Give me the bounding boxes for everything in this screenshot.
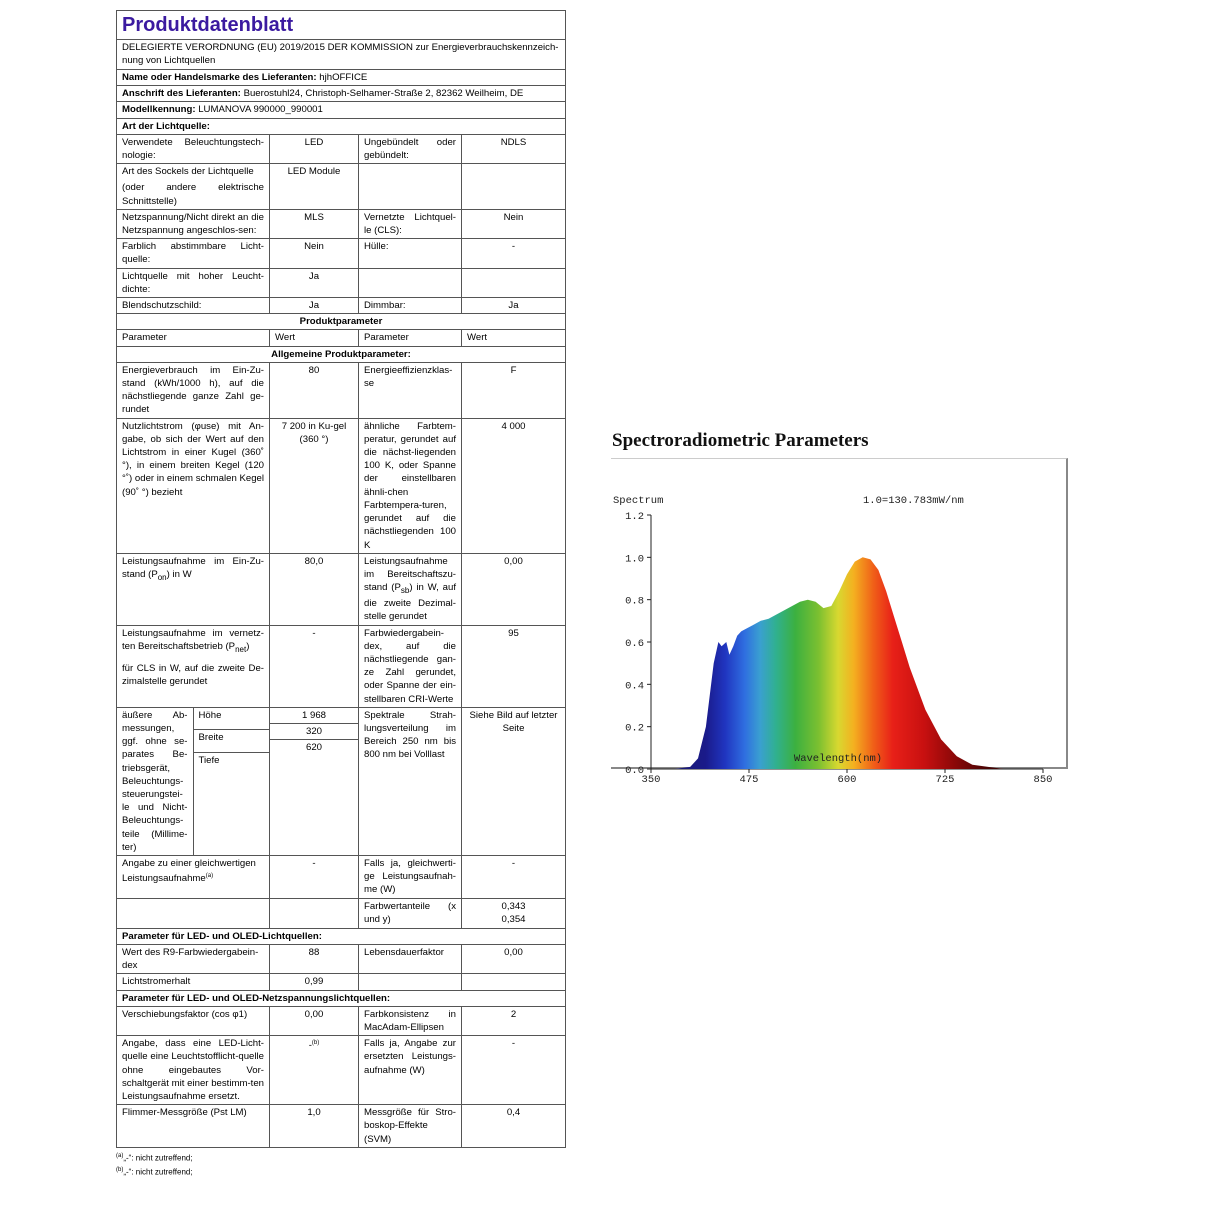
displacement-factor-label: Verschiebungsfaktor (cos φ1) — [117, 1006, 270, 1035]
model-id: LUMANOVA 990000_990001 — [198, 104, 323, 116]
directional-label: Ungebündelt oder gebündelt: — [359, 134, 462, 163]
empty-cell — [270, 898, 359, 928]
y-tick-label: 0.4 — [625, 680, 644, 693]
flicker-value: 1,0 — [270, 1105, 359, 1148]
equivalent-power-w-label: Falls ja, gleichwerti-ge Leistungsaufnah-me (W) — [359, 856, 462, 899]
regulation-text: DELEGIERTE VERORDNUNG (EU) 2019/2015 DER KOMMISSION zur Energieverbrauchskennzeich-nung von Lichtquellen — [117, 40, 566, 70]
chromaticity-x: 0,343 — [501, 900, 526, 912]
footnote-b — [116, 1164, 565, 1179]
empty-cell — [117, 898, 270, 928]
y-tick-label: 0.2 — [625, 722, 644, 735]
y-tick-label: 1.2 — [625, 511, 644, 523]
x-tick-label: 600 — [837, 774, 857, 786]
replacement-label: Angabe, dass eine LED-Licht-quelle eine Leuchtstofflicht-quelle ohne eingebautes Vor-schaltgerät mit einer bestimm-ten Leistungsaufnahme ersetzt. — [117, 1036, 270, 1105]
anti-glare-label: Blendschutzschild: — [117, 298, 270, 314]
width-value: 320 — [270, 724, 358, 740]
replacement-dash: - — [308, 1040, 312, 1052]
lumen-maintenance-value: 0,99 — [270, 974, 359, 990]
equivalent-power-text: Angabe zu einer gleichwertigen Leistungsaufnahme — [122, 858, 256, 885]
product-data-sheet — [116, 10, 565, 1179]
width-label: Breite — [193, 730, 269, 753]
supplier-name-row — [117, 70, 566, 86]
flicker-label: Flimmer-Messgröße (Pst LM) — [117, 1105, 270, 1148]
mains-label: Netzspannung/Nicht direkt an die Netzspannung angeschlos-sen: — [117, 209, 270, 238]
survival-factor-value: 0,00 — [462, 944, 566, 973]
cap-type-label — [117, 164, 270, 210]
dimensions-cell — [117, 707, 270, 855]
on-mode-power-unit: ) in W — [166, 568, 192, 580]
standby-power-value: 0,00 — [462, 553, 566, 625]
footnote-a-mark: (a) — [116, 1152, 124, 1159]
column-header-parameter: Parameter — [359, 330, 462, 346]
footnote-b-ref: (b) — [311, 1040, 320, 1047]
energy-class-value: F — [462, 362, 566, 418]
technology-value: LED — [270, 134, 359, 163]
networked-standby-label — [117, 625, 270, 707]
lumen-maintenance-label: Lichtstromerhalt — [117, 974, 270, 990]
depth-value: 620 — [305, 742, 322, 754]
cct-label: ähnliche Farbtem-peratur, gerundet auf die nächst-liegenden 100 K, oder Spanne der einstellbaren ähnli-chen Farbtempera-turen, gerundet auf die nächstliegenden 100 K — [359, 418, 462, 553]
cct-value: 4 000 — [462, 418, 566, 553]
y-tick-label: 0.6 — [625, 638, 644, 650]
led-mains-params-heading: Parameter für LED- und OLED-Netzspannungslichtquellen: — [117, 990, 566, 1006]
empty-cell — [359, 974, 462, 990]
spectrum-area — [651, 557, 1043, 769]
footnote-a — [116, 1150, 565, 1165]
anti-glare-value: Ja — [270, 298, 359, 314]
on-mode-power-text: Leistungsaufnahme im Ein-Zu-stand (P — [122, 555, 264, 580]
x-axis-label: Wavelength(nm) — [793, 753, 883, 765]
energy-consumption-label: Energieverbrauch im Ein-Zu-stand (kWh/1000 h), auf die nächstliegende ganze Zahl ge-rundet — [117, 362, 270, 418]
sheet-title: Produktdatenblatt — [117, 11, 566, 40]
networked-standby-close: ) — [246, 640, 250, 652]
dimensions-table — [117, 708, 269, 855]
footnote-a-text: „-“: nicht zutreffend; — [123, 1153, 193, 1163]
supplier-address-row — [117, 86, 566, 102]
product-params-heading: Produktparameter — [117, 314, 566, 330]
cri-value: 95 — [462, 625, 566, 707]
colour-consistency-label: Farbkonsistenz in MacAdam-Ellipsen — [359, 1006, 462, 1035]
cap-type-label-line2: (oder andere elektrische Schnittstelle) — [122, 182, 264, 207]
spectroradiometric-panel — [608, 430, 1088, 786]
height-value: 1 968 — [270, 708, 358, 724]
column-header-value: Wert — [462, 330, 566, 346]
displacement-factor-value: 0,00 — [270, 1006, 359, 1035]
general-params-heading: Allgemeine Produktparameter: — [117, 346, 566, 362]
footnote-b-mark: (b) — [116, 1167, 124, 1174]
empty-cell — [359, 164, 462, 210]
depth-label: Tiefe — [198, 755, 220, 767]
spectrum-chart-frame — [611, 458, 1068, 786]
replacement-value — [270, 1036, 359, 1105]
standby-power-label — [359, 553, 462, 625]
y-tick-label: 0.0 — [625, 765, 644, 777]
supplier-name-label: Name oder Handelsmarke des Lieferanten: — [122, 72, 317, 83]
directional-value: NDLS — [462, 134, 566, 163]
led-params-heading: Parameter für LED- und OLED-Lichtquellen: — [117, 928, 566, 944]
chromaticity-y: 0,354 — [501, 913, 526, 925]
y-tick-label: 0.8 — [625, 595, 644, 608]
dimensions-label: äußere Ab-messungen, ggf. ohne se-parates Be-triebsgerät, Beleuchtungs-steuerungstei-le und Nicht-Beleuchtungs-teile (Millime-ter) — [117, 708, 193, 855]
high-luminance-label: Lichtquelle mit hoher Leucht-dichte: — [117, 268, 270, 297]
y-axis-label: Spectrum — [613, 495, 664, 507]
equivalent-power-w-value: - — [462, 856, 566, 899]
networked-standby-text: Leistungsaufnahme im vernetz-ten Bereitschaftsbetrieb (P — [122, 627, 264, 652]
scale-note: 1.0=130.783mW/nm — [863, 495, 964, 507]
high-luminance-value: Ja — [270, 268, 359, 297]
envelope-label: Hülle: — [359, 239, 462, 268]
energy-consumption-value: 80 — [270, 362, 359, 418]
energy-class-label: Energieeffizienzklas-se — [359, 362, 462, 418]
empty-cell — [462, 268, 566, 297]
spectrum-plot-layer — [625, 511, 1052, 786]
x-tick-label: 475 — [739, 774, 759, 786]
model-label: Modellkennung: — [122, 104, 196, 116]
supplier-name: hjhOFFICE — [319, 72, 368, 83]
connected-value: Nein — [462, 209, 566, 238]
replaced-power-value: - — [462, 1036, 566, 1105]
networked-standby-note: für CLS in W, auf die zweite De-zimalstelle gerundet — [122, 662, 264, 688]
colour-tunable-value: Nein — [270, 239, 359, 268]
dimensions-values-cell — [270, 707, 359, 855]
light-source-type-heading: Art der Lichtquelle: — [117, 118, 566, 134]
r9-value: 88 — [270, 944, 359, 973]
cap-type-value: LED Module — [270, 164, 359, 210]
height-label: Höhe — [193, 708, 269, 730]
chromaticity-values — [462, 898, 566, 928]
x-tick-label: 725 — [935, 774, 955, 786]
stroboscopic-label: Messgröße für Stro-boskop-Effekte (SVM) — [359, 1105, 462, 1148]
technology-label: Verwendete Beleuchtungstech-nologie: — [117, 134, 270, 163]
dimmable-label: Dimmbar: — [359, 298, 462, 314]
standby-subscript: sb — [400, 586, 410, 596]
model-row — [117, 102, 566, 118]
luminous-flux-value: 7 200 in Ku-gel (360 °) — [270, 418, 359, 553]
networked-standby-subscript: net — [235, 644, 247, 654]
empty-cell — [462, 974, 566, 990]
spectral-distribution-value: Siehe Bild auf letzter Seite — [462, 707, 566, 855]
cri-label: Farbwiedergabein-dex, auf die nächstliegende gan-ze Zahl gerundet, oder Spanne der ein-stellbaren CRI-Werte — [359, 625, 462, 707]
x-tick-label: 350 — [641, 774, 661, 786]
standby-power-rest: ) in W, auf die zweite Dezimal-stelle gerundet — [364, 582, 456, 623]
on-mode-power-value: 80,0 — [270, 553, 359, 625]
column-header-value: Wert — [270, 330, 359, 346]
networked-standby-value: - — [270, 625, 359, 707]
spectral-distribution-label: Spektrale Strah-lungsverteilung im Bereich 250 nm bis 800 nm bei Volllast — [359, 707, 462, 855]
on-mode-subscript: on — [157, 572, 167, 582]
spectrum-chart — [611, 459, 1064, 786]
equivalent-power-label — [117, 856, 270, 899]
connected-label: Vernetzte Lichtquel-le (CLS): — [359, 209, 462, 238]
supplier-address-label: Anschrift des Lieferanten: — [122, 88, 241, 100]
spectro-title: Spectroradiometric Parameters — [612, 430, 869, 451]
colour-tunable-label: Farblich abstimmbare Licht-quelle: — [117, 239, 270, 268]
chromaticity-label: Farbwertanteile (x und y) — [359, 898, 462, 928]
footnote-b-text: „-“: nicht zutreffend; — [123, 1168, 193, 1178]
empty-cell — [462, 164, 566, 210]
equivalent-power-value: - — [270, 856, 359, 899]
cap-type-label-line1: Art des Sockels der Lichtquelle — [122, 166, 254, 178]
supplier-address: Buerostuhl24, Christoph-Selhamer-Straße 2, 82362 Weilheim, DE — [243, 88, 524, 100]
footnote-a-ref: (a) — [205, 873, 214, 880]
data-sheet-table — [116, 10, 566, 1148]
y-tick-label: 1.0 — [625, 553, 644, 566]
envelope-value: - — [462, 239, 566, 268]
standby-power-text: Leistungsaufnahme im Bereitschaftszu-stand (P — [364, 555, 456, 594]
colour-consistency-value: 2 — [462, 1006, 566, 1035]
survival-factor-label: Lebensdauerfaktor — [359, 944, 462, 973]
replaced-power-label: Falls ja, Angabe zur ersetzten Leistungs-aufnahme (W) — [359, 1036, 462, 1105]
on-mode-power-label — [117, 553, 270, 625]
x-tick-label: 850 — [1033, 774, 1053, 786]
r9-label: Wert des R9-Farbwiedergabein-dex — [117, 944, 270, 973]
empty-cell — [359, 268, 462, 297]
stroboscopic-value: 0,4 — [462, 1105, 566, 1148]
column-header-parameter: Parameter — [117, 330, 270, 346]
luminous-flux-label: Nutzlichtstrom (φuse) mit An-gabe, ob sich der Wert auf den Lichtstrom in einer Kugel (360˚ °), in einem breiten Kegel (120 °˚) oder in einem schmalen Kegel (90˚ °) bezieht — [117, 418, 270, 553]
dimmable-value: Ja — [462, 298, 566, 314]
mains-value: MLS — [270, 209, 359, 238]
